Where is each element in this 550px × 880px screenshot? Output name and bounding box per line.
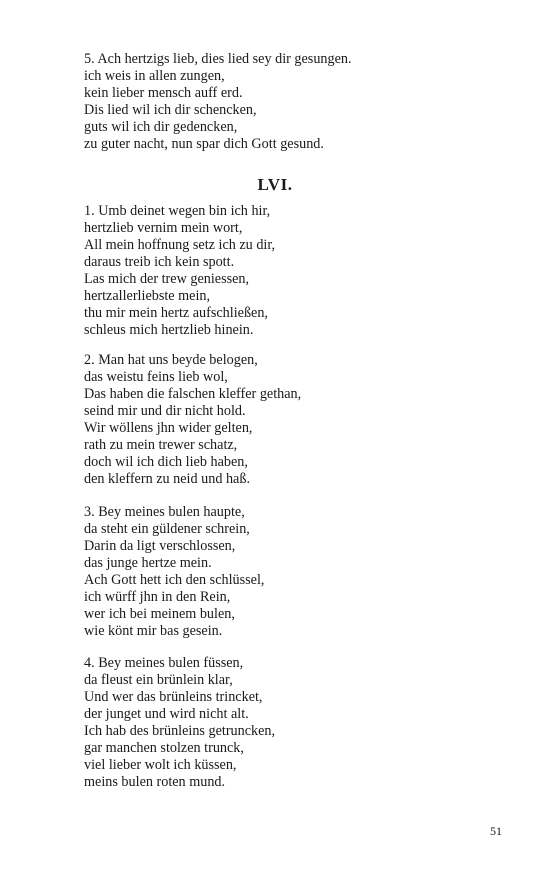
verse-4 [84,655,484,791]
verse-line: ich weis in allen zungen, [84,68,225,84]
verse-line: 4. Bey meines bulen füssen, [84,655,244,671]
verse-line: Ich hab des brünleins getruncken, [84,723,276,739]
verse-line: ich würff jhn in den Rein, [84,589,231,605]
verse-line: 5. Ach hertzigs lieb, dies lied sey dir gesungen. [84,51,352,67]
page-number: 51 [490,824,502,838]
verse-line: da steht ein güldener schrein, [84,521,250,537]
verse-line: Wir wöllens jhn wider gelten, [84,420,253,436]
verse-line: hertzlieb vernim mein wort, [84,220,243,236]
verse-line: der junget und wird nicht alt. [84,706,249,722]
verse-line: Las mich der trew geniessen, [84,271,250,287]
verse-line: Ach Gott hett ich den schlüssel, [84,572,265,588]
verse-line: kein lieber mensch auff erd. [84,85,243,101]
verse-line: guts wil ich dir gedencken, [84,119,238,135]
song-title: LVI. [257,175,293,194]
verse-line: Dis lied wil ich dir schencken, [84,102,257,118]
verse-line: 2. Man hat uns beyde belogen, [84,352,258,368]
verse-line: das junge hertze mein. [84,555,212,571]
verse-line: Das haben die falschen kleffer gethan, [84,386,302,402]
verse-line: All mein hoffnung setz ich zu dir, [84,237,276,253]
verse-line: viel lieber wolt ich küssen, [84,757,237,773]
verse-1 [84,203,484,339]
verse-line: gar manchen stolzen trunck, [84,740,244,756]
verse-line: meins bulen roten mund. [84,774,226,790]
verse-line: hertzallerliebste mein, [84,288,211,304]
verse-line: Darin da ligt verschlossen, [84,538,236,554]
verse-2 [84,352,484,488]
verse-line: rath zu mein trewer schatz, [84,437,238,453]
verse-line: schleus mich hertzlieb hinein. [84,322,254,338]
verse-line: daraus treib ich kein spott. [84,254,235,270]
verse-line: den kleffern zu neid und haß. [84,471,250,487]
verse-line: zu guter nacht, nun spar dich Gott gesund. [84,136,324,152]
verse-line: Und wer das brünleins trincket, [84,689,263,705]
verse-line: da fleust ein brünlein klar, [84,672,233,688]
verse-line: das weistu feins lieb wol, [84,369,228,385]
verse-line: 1. Umb deinet wegen bin ich hir, [84,203,271,219]
verse-3 [84,504,484,640]
verse-line: wie könt mir bas gesein. [84,623,223,639]
verse-5-previous-song [84,51,484,153]
verse-line: thu mir mein hertz aufschließen, [84,305,268,321]
verse-line: 3. Bey meines bulen haupte, [84,504,245,520]
verse-line: wer ich bei meinem bulen, [84,606,235,622]
verse-line: seind mir und dir nicht hold. [84,403,246,419]
verse-line: doch wil ich dich lieb haben, [84,454,248,470]
